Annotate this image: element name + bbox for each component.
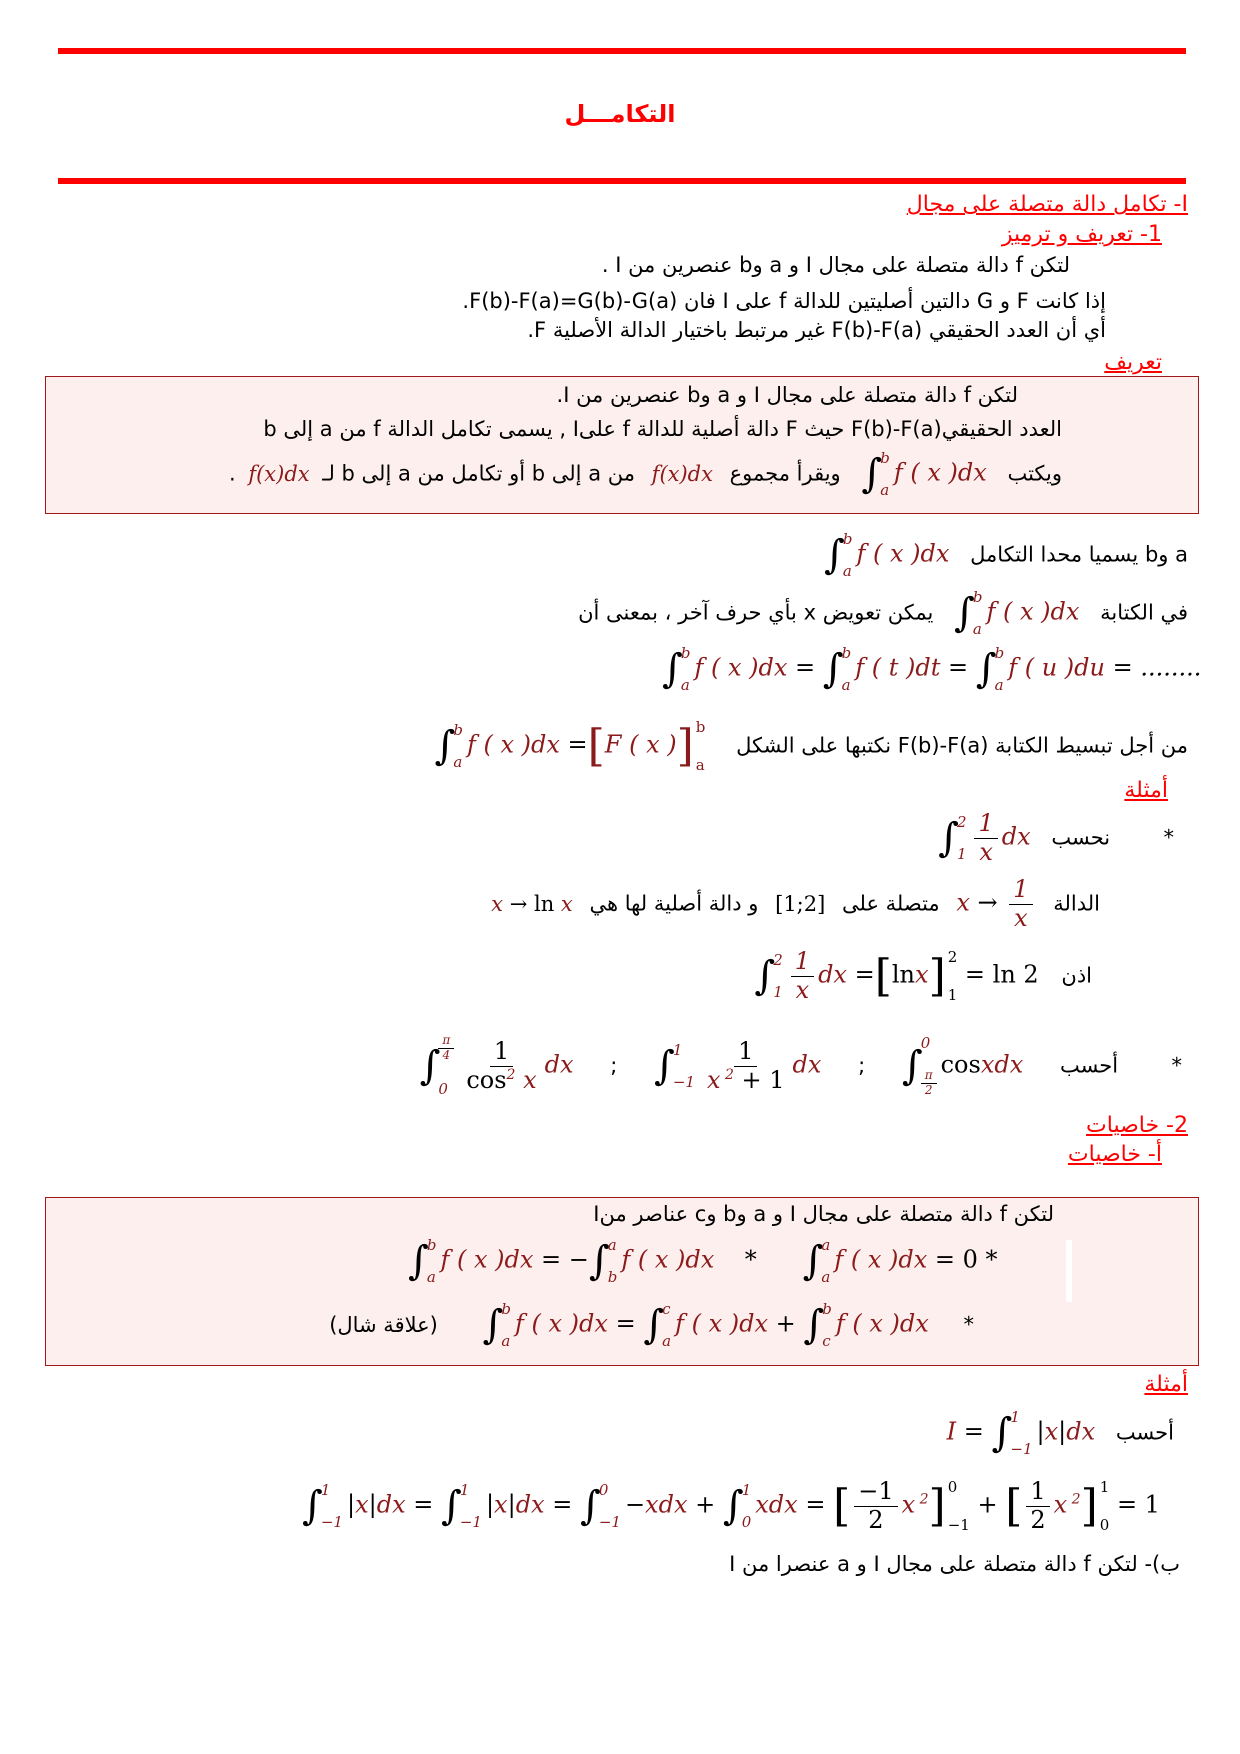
section-heading: I- تكامل دالة متصلة على مجال xyxy=(906,192,1188,217)
integrand-formula: f(x)dx xyxy=(651,461,713,486)
bracket-notation xyxy=(411,718,1189,774)
example-text: و دالة أصلية لها هي xyxy=(589,891,759,916)
primitive-formula: x → ln x xyxy=(491,891,573,916)
page-title: التكامـــل xyxy=(564,100,676,128)
definition-text: ويكتب xyxy=(1007,461,1062,486)
definition-line: العدد الحقيقيF(b)-F(a) حيث F دالة أصلية للدالة f علىI , يسمى تكامل الدالة f من a إلى b xyxy=(263,417,1062,441)
example-text: أحسب xyxy=(1059,1053,1119,1078)
intro-line: إذا كانت F و G دالتين أصليتين للدالة f على I فان F(b)-F(a)=G(b)-G(a). xyxy=(462,289,1106,313)
last-line: ب)- لتكن f دالة متصلة على مجال I و a عنصرا من I xyxy=(729,1552,1180,1576)
chasles-label: (علاقة شال) xyxy=(329,1312,438,1337)
chasles-formula: ∫ b a f ( x )dx = ∫ c a f ( x )dx + ∫ b c f ( x )dx xyxy=(482,1300,929,1350)
exercise-integral: ∫ 1 −1 $\frac{1}{x ^2 + 1}$ dx xyxy=(653,1036,822,1094)
integral-formula: ∫ b a f ( x )dx xyxy=(954,588,1080,638)
example-integral: ∫ 2 1 $\frac{1}{x}$ dx xyxy=(938,809,1031,866)
property-formulas: ∫ b a f ( x )dx = −∫ a b f ( x )dx * ∫ a a f ( x )dx = 0 * xyxy=(408,1236,998,1286)
properties-line: لتكن f دالة متصلة على مجال I و a وb وc عناصر منI xyxy=(593,1202,1054,1226)
interval-formula: [1;2] xyxy=(775,891,826,916)
examples-label: أمثلة xyxy=(1144,1372,1188,1397)
example-line xyxy=(933,1408,1174,1458)
example-text: متصلة على xyxy=(842,891,940,916)
dummy-text: في الكتابة xyxy=(1100,600,1188,625)
dummy-variable-formula: ∫ b a f ( x )dx = ∫ b a f ( t )dt = ∫ b a f ( u )du = ........ xyxy=(662,644,1202,694)
example-text: اذن xyxy=(1061,963,1092,988)
definition-text: من a إلى b أو تكامل من a إلى b لـ xyxy=(322,461,635,486)
intro-line: أي أن العدد الحقيقي F(b)-F(a) غير مرتبط باختيار الدالة الأصلية F. xyxy=(527,318,1106,342)
definition-label: تعريف xyxy=(1104,350,1162,375)
bounds-text: a وb يسميا محدا التكامل xyxy=(970,542,1188,567)
title-rule xyxy=(58,178,1186,184)
absolute-solution: ∫ 1 −1 |x|dx = ∫ 1 −1 |x|dx = ∫ 0 −1 −xdx + ∫ 1 0 xdx = [ $\frac{-1}{2}$ x $^2$] 0 −1 + [ $\frac{1}{2}$ x $^2$] 1 0 = 1 xyxy=(302,1477,1160,1535)
absolute-integral: I = ∫ 1 −1 |x|dx xyxy=(946,1408,1096,1458)
example-line xyxy=(481,876,1100,932)
example-line xyxy=(738,948,1092,1004)
bounds-note xyxy=(810,530,1188,580)
subsection-heading: 1- تعريف و ترميز xyxy=(1001,222,1162,247)
subsection-heading: أ- خاصيات xyxy=(1067,1142,1162,1167)
example-text: الدالة xyxy=(1053,891,1100,916)
examples-label: أمثلة xyxy=(1124,778,1168,803)
definition-text: ويقرأ مجموع xyxy=(729,461,841,486)
function-formula: x → $\frac{1}{x}$ xyxy=(956,876,1036,932)
separator: ; xyxy=(858,1053,866,1078)
definition-line: لتكن f دالة متصلة على مجال I و a وb عنصرين من I. xyxy=(556,383,1018,407)
example-line xyxy=(924,810,1174,866)
dots: ........ xyxy=(1140,653,1202,682)
definition-box xyxy=(45,376,1199,514)
integral-formula: ∫ b a f ( x )dx xyxy=(824,530,950,580)
exercise-integral: ∫ 0 $\frac{\pi}{2}$ cosxdx xyxy=(901,1034,1024,1098)
section-heading: 2- خاصيات xyxy=(1086,1113,1188,1138)
box-marker xyxy=(1066,1240,1072,1302)
integrand-formula: f(x)dx xyxy=(248,461,310,486)
example-text: نحسب xyxy=(1051,825,1111,850)
definition-notation-line xyxy=(229,449,1062,499)
intro-line: لتكن f دالة متصلة على مجال I و a وb عنصرين من I . xyxy=(601,253,1070,277)
dummy-text: يمكن تعويض x بأي حرف آخر ، بمعنى أن xyxy=(578,600,934,625)
top-rule xyxy=(58,48,1186,54)
bullet: * xyxy=(1171,1053,1182,1078)
bracket-text: من أجل تبسيط الكتابة F(b)-F(a) نكتبها على الشكل xyxy=(736,733,1188,758)
definition-text: . xyxy=(228,461,236,486)
integral-formula: ∫ b a f ( x )dx xyxy=(861,449,987,499)
example-text: أحسب xyxy=(1115,1420,1174,1445)
bracket-formula: ∫ b a f ( x )dx =[F ( x )] b a xyxy=(434,718,706,774)
bullet: * xyxy=(963,1312,974,1337)
exercise-integral: ∫ $\frac{\pi}{4}$ 0 $\frac{1}{\cos^2 x}$ dx xyxy=(419,1033,574,1098)
properties-box xyxy=(45,1197,1199,1366)
dummy-variable-note xyxy=(578,588,1188,638)
example-result: ∫ 2 1 $\frac{1}{x}$ dx =[lnx] 2 1 = ln 2 xyxy=(754,947,1039,1005)
bullet: * xyxy=(1163,825,1174,850)
separator: ; xyxy=(610,1053,618,1078)
exercise-line xyxy=(390,1034,1182,1098)
chasles-line xyxy=(329,1300,974,1350)
